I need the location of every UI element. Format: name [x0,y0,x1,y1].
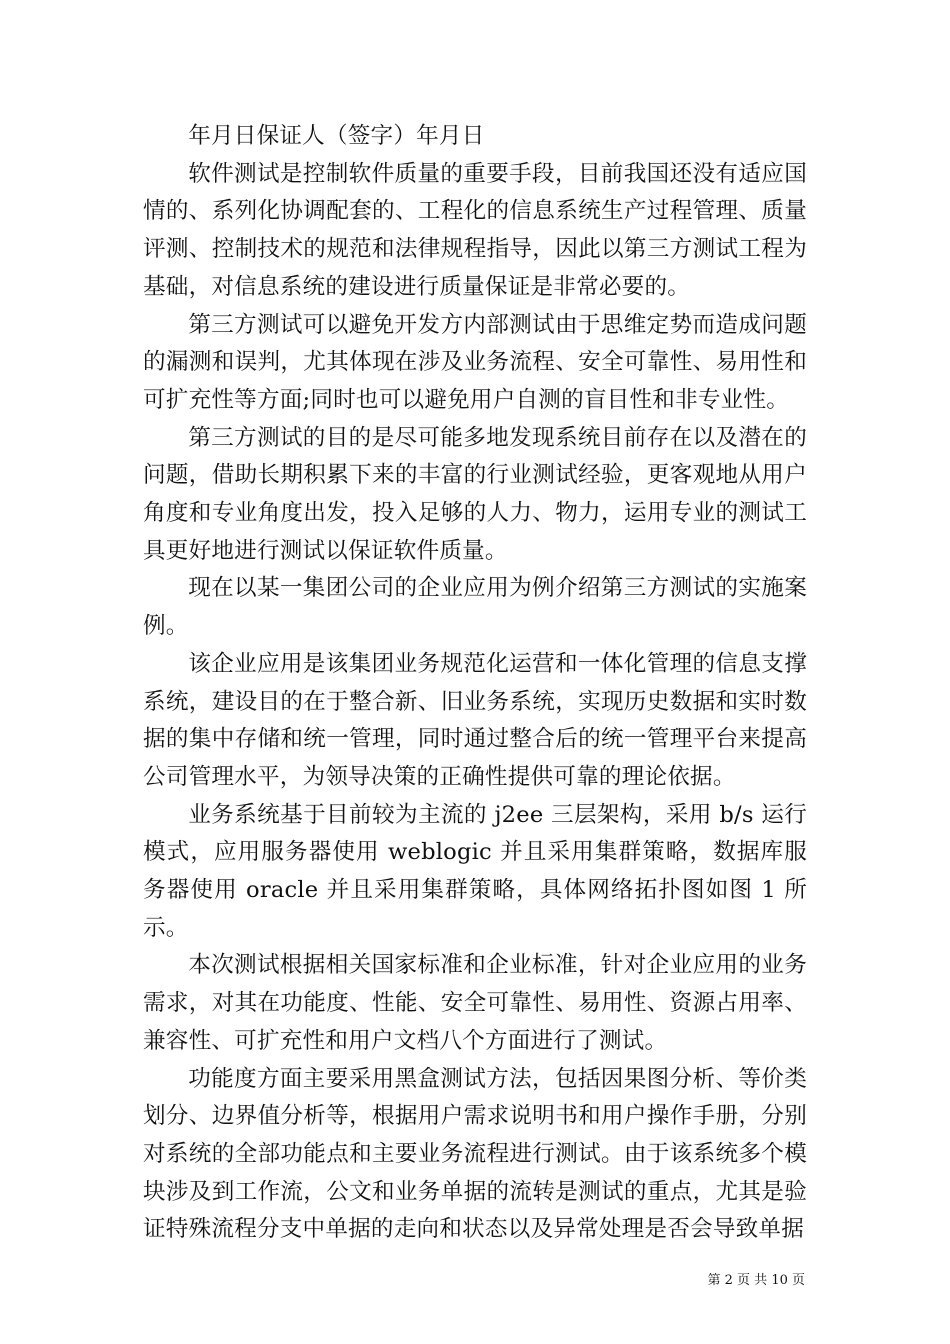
paragraph-signature-line: 年月日保证人（签字）年月日 [188,123,485,149]
paragraph-functional-testing: 功能度方面主要采用黑盒测试方法，包括因果图分析、等价类划分、边界值分析等，根据用户需求说明书和用户操作手册，分别对系统的全部功能点和主要业务流程进行测试。由于该系统多个模块涉及到工作流，公文和业务单据的流转是测试的重点，尤其是验证特殊流程分支中单据的走向和状态以及异常处理是否会导致单据 [143,1065,807,1243]
paragraph-case-introduction: 现在以某一集团公司的企业应用为例介绍第三方测试的实施案例。 [143,575,807,640]
document-body [143,118,807,1249]
paragraph-third-party-purpose: 第三方测试的目的是尽可能多地发现系统目前存在以及潜在的问题，借助长期积累下来的丰富的行业测试经验，更客观地从用户角度和专业角度出发，投入足够的人力、物力，运用专业的测试工具更好地进行测试以保证软件质量。 [143,424,807,564]
paragraph-enterprise-application: 该企业应用是该集团业务规范化运营和一体化管理的信息支撑系统，建设目的在于整合新、旧业务系统，实现历史数据和实时数据的集中存储和统一管理，同时通过整合后的统一管理平台来提高公司管理水平，为领导决策的正确性提供可靠的理论依据。 [143,650,807,790]
paragraph-test-scope: 本次测试根据相关国家标准和企业标准，针对企业应用的业务需求，对其在功能度、性能、安全可靠性、易用性、资源占用率、兼容性、可扩充性和用户文档八个方面进行了测试。 [143,952,807,1054]
page-number-footer: 第 2 页 共 10 页 [707,1273,805,1288]
paragraph-system-architecture: 业务系统基于目前较为主流的 j2ee 三层架构，采用 b/s 运行模式，应用服务器使用 weblogic 并且采用集群策略，数据库服务器使用 oracle 并且采用集群策略，具体网络拓扑图如图 1 所示。 [143,801,807,941]
paragraph-software-testing-intro: 软件测试是控制软件质量的重要手段，目前我国还没有适应国情的、系列化协调配套的、工程化的信息系统生产过程管理、质量评测、控制技术的规范和法律规程指导，因此以第三方测试工程为基础，对信息系统的建设进行质量保证是非常必要的。 [143,160,807,300]
paragraph-third-party-advantages: 第三方测试可以避免开发方内部测试由于思维定势而造成问题的漏测和误判，尤其体现在涉及业务流程、安全可靠性、易用性和可扩充性等方面;同时也可以避免用户自测的盲目性和非专业性。 [143,311,807,413]
